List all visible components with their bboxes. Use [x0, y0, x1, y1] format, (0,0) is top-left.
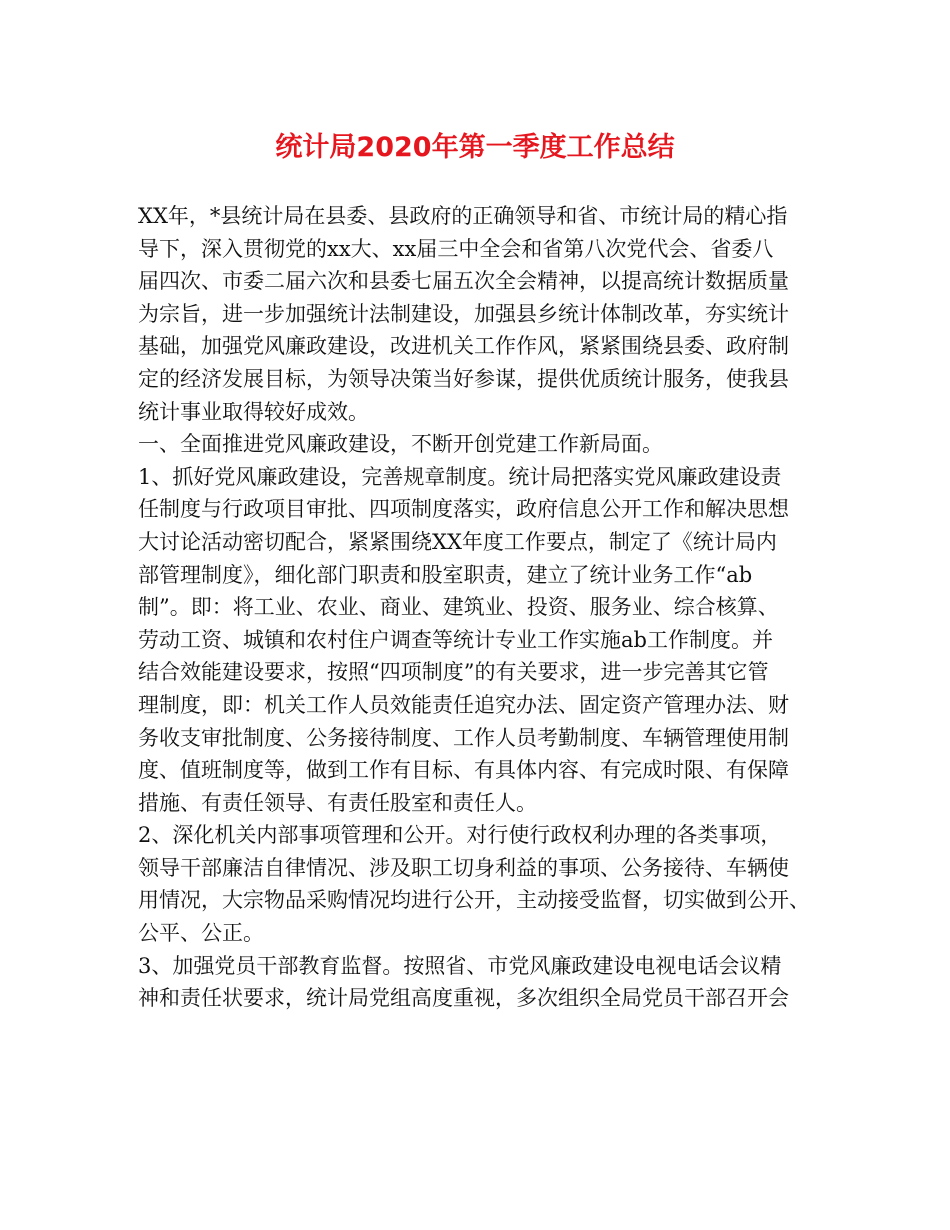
body-line: 3、加强党员干部教育监督。按照省、市党风廉政建设电视电话会议精	[138, 953, 782, 978]
body-line: 制”。即：将工业、农业、商业、建筑业、投资、服务业、综合核算、	[138, 595, 779, 620]
body-line: 度、值班制度等，做到工作有目标、有具体内容、有完成时限、有保障	[138, 758, 789, 783]
body-line: 务收支审批制度、公务接待制度、工作人员考勤制度、车辆管理使用制	[138, 725, 789, 750]
body-line: 为宗旨，进一步加强统计法制建设，加强县乡统计体制改革，夯实统计	[138, 301, 789, 326]
body-line: 大讨论活动密切配合，紧紧围绕XX年度工作要点，制定了《统计局内	[138, 529, 777, 554]
body-line: 定的经济发展目标，为领导决策当好参谋，提供优质统计服务，使我县	[138, 366, 789, 391]
body-line: 届四次、市委二届六次和县委七届五次全会精神，以提高统计数据质量	[138, 269, 789, 294]
body-line: 劳动工资、城镇和农村住户调查等统计专业工作实施ab工作制度。并	[138, 627, 773, 652]
body-line: 措施、有责任领导、有责任股室和责任人。	[138, 790, 537, 815]
body-line: 统计事业取得较好成效。	[138, 399, 369, 424]
body-line: 导下，深入贯彻党的xx大、xx届三中全会和省第八次党代会、省委八	[138, 236, 774, 261]
body-line: 基础，加强党风廉政建设，改进机关工作作风，紧紧围绕县委、政府制	[138, 334, 789, 359]
body-line: 部管理制度》，细化部门职责和股室职责，建立了统计业务工作“ab	[138, 562, 753, 587]
body-line: 任制度与行政项目审批、四项制度落实，政府信息公开工作和解决思想	[138, 497, 789, 522]
body-line: 公平、公正。	[138, 921, 264, 946]
body-line: 理制度，即：机关工作人员效能责任追究办法、固定资产管理办法、财	[138, 692, 789, 717]
body-line: 用情况，大宗物品采购情况均进行公开，主动接受监督，切实做到公开、	[138, 888, 810, 913]
body-line: 神和责任状要求，统计局党组高度重视，多次组织全局党员干部召开会	[138, 986, 789, 1011]
body-line: 1、抓好党风廉政建设，完善规章制度。统计局把落实党风廉政建设责	[138, 464, 782, 489]
body-line: 结合效能建设要求，按照“四项制度”的有关要求，进一步完善其它管	[138, 660, 769, 685]
body-line: XX年，*县统计局在县委、县政府的正确领导和省、市统计局的精心指	[138, 204, 788, 228]
body-line: 2、深化机关内部事项管理和公开。对行使行政权利办理的各类事项，	[138, 823, 782, 848]
document-title: 统计局2020年第一季度工作总结	[275, 132, 675, 163]
document-body	[138, 200, 828, 1015]
body-line: 领导干部廉洁自律情况、涉及职工切身利益的事项、公务接待、车辆使	[138, 855, 789, 880]
section-heading: 一、全面推进党风廉政建设，不断开创党建工作新局面。	[138, 432, 663, 457]
